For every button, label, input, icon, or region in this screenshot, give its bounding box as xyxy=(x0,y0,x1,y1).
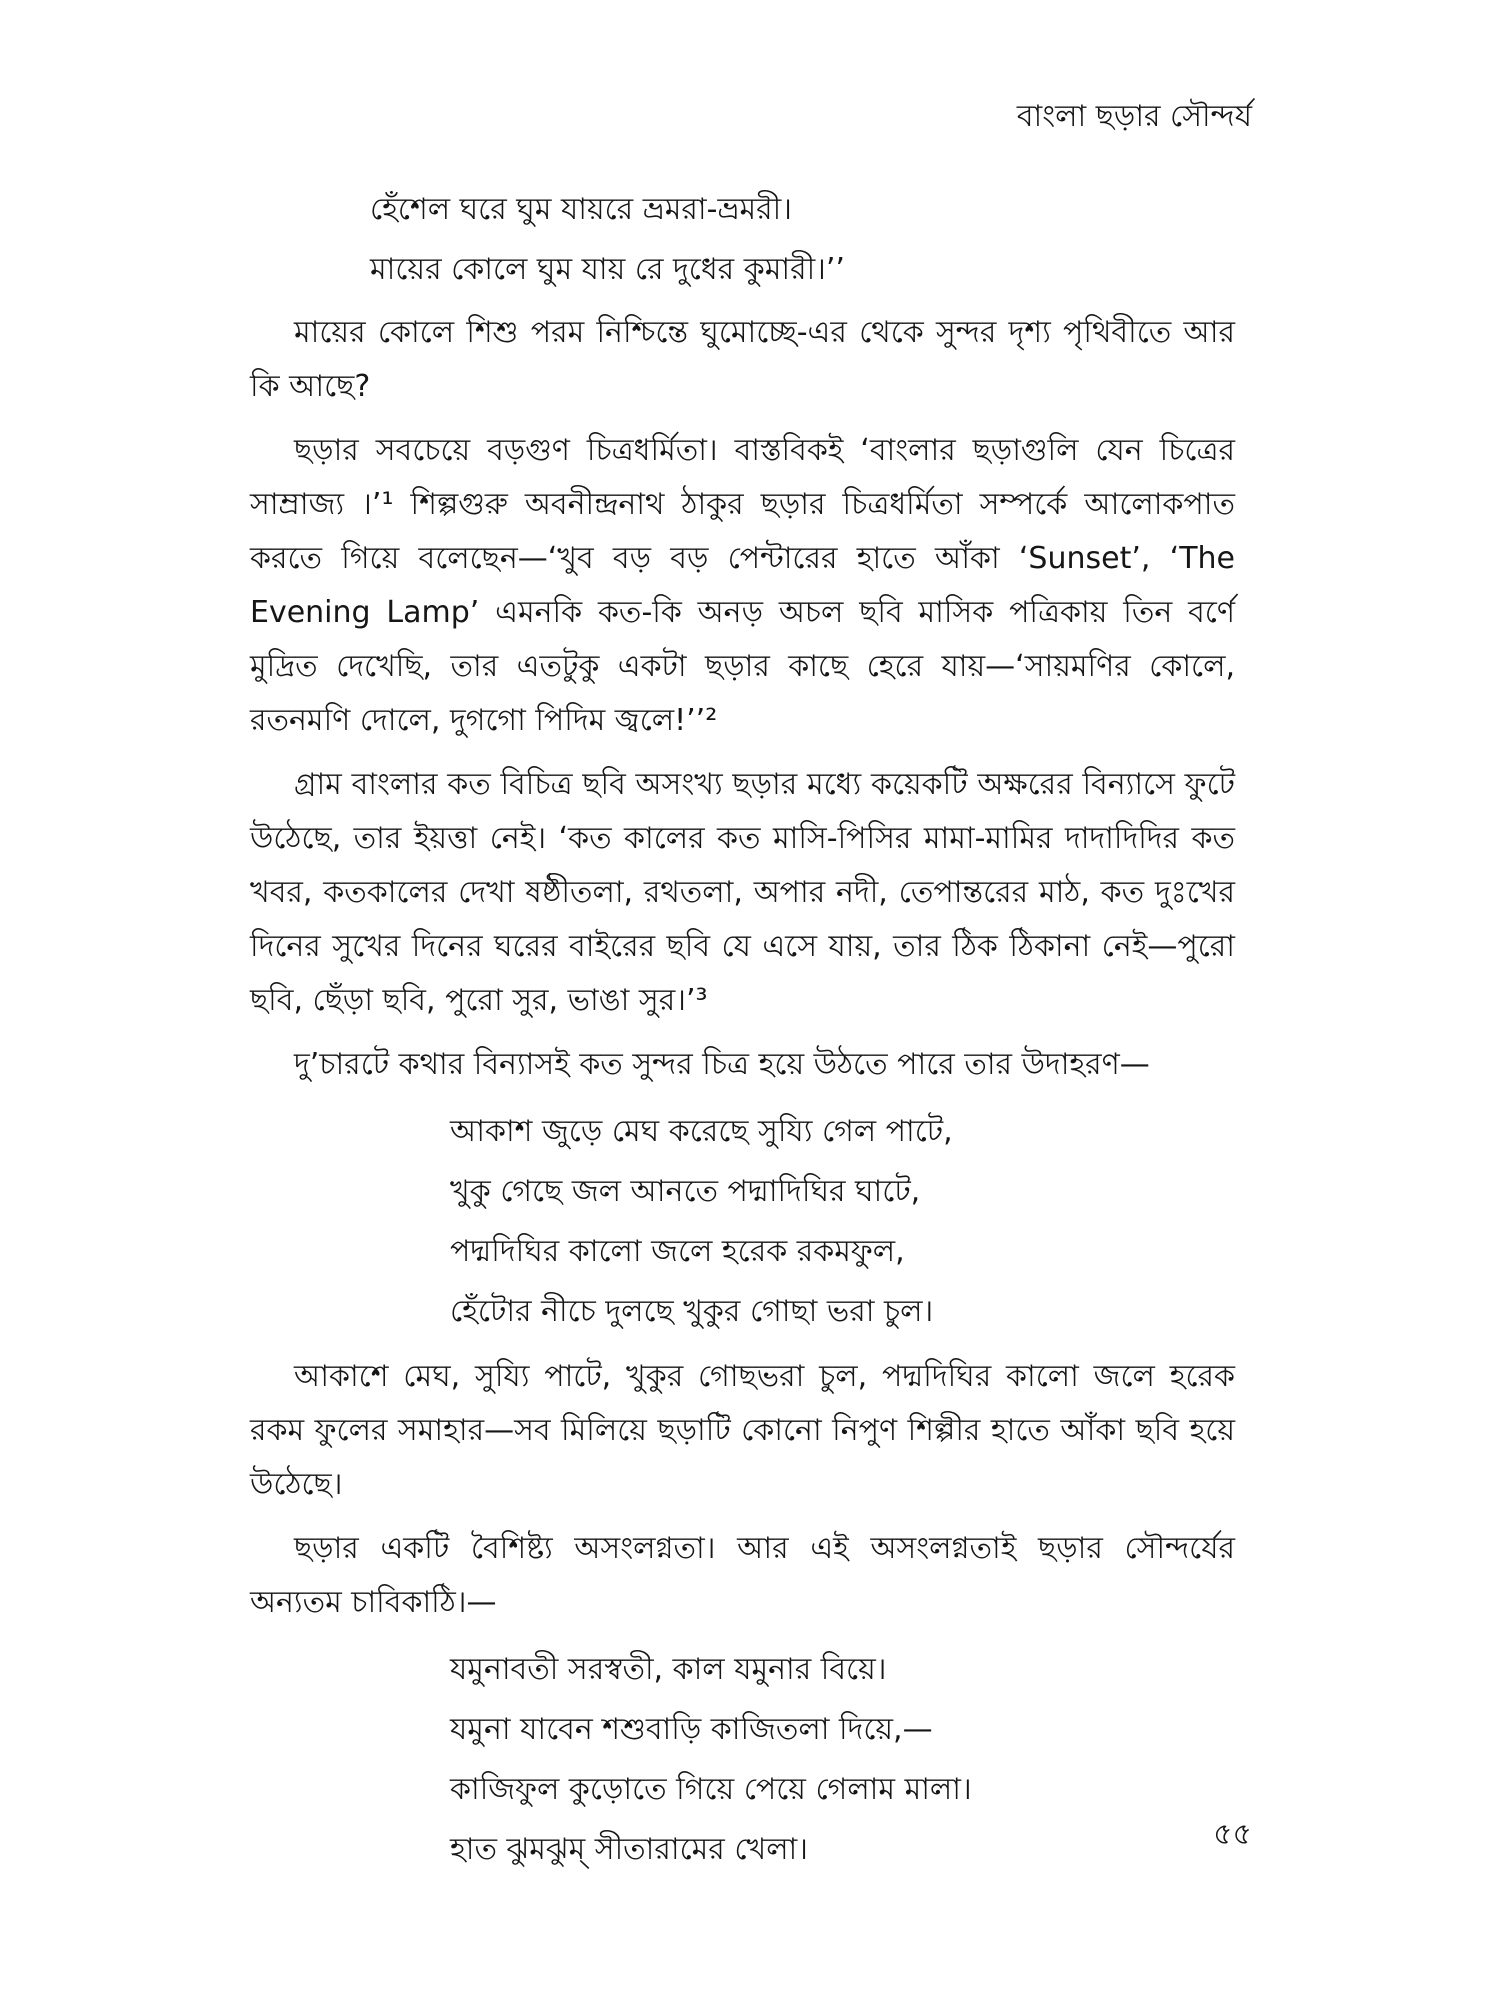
paragraph: আকাশে মেঘ, সুয্যি পাটে, খুকুর গোছভরা চুল, পদ্মদিঘির কালো জলে হরেক রকম ফুলের সমাহার—সব মিলিয়ে ছড়াটি কোনো নিপুণ শিল্পীর হাতে আঁকা ছবি হয়ে উঠেছে। xyxy=(250,1359,1235,1502)
page-body xyxy=(250,180,1235,1880)
paragraph: ছড়ার একটি বৈশিষ্ট্য অসংলগ্নতা। আর এই অসংলগ্নতাই ছড়ার সৌন্দর্যের অন্যতম চাবিকাঠি।— xyxy=(250,1531,1235,1620)
verse-block xyxy=(250,1102,1235,1342)
verse-line: হেঁটোর নীচে দুলছে খুকুর গোছা ভরা চুল। xyxy=(450,1294,934,1329)
verse-line: কাজিফুল কুড়োতে গিয়ে পেয়ে গেলাম মালা। xyxy=(450,1772,972,1807)
verse-line: আকাশ জুড়ে মেঘ করেছে সুয্যি গেল পাটে, xyxy=(450,1114,953,1149)
verse-line: যমুনাবতী সরস্বতী, কাল যমুনার বিয়ে। xyxy=(450,1652,887,1687)
verse-line: যমুনা যাবেন শশুবাড়ি কাজিতলা দিয়ে,— xyxy=(450,1712,933,1747)
paragraph: ছড়ার সবচেয়ে বড়গুণ চিত্রধর্মিতা। বাস্তবিকই ‘বাংলার ছড়াগুলি যেন চিত্রের সাম্রাজ্য ।’¹ শিল্পগুরু অবনীন্দ্রনাথ ঠাকুর ছড়ার চিত্রধর্মিতা সম্পর্কে আলোকপাত করতে গিয়ে বলেছেন—‘খুব বড় বড় পেন্টারের হাতে আঁকা ‘Sunset’, ‘The Evening Lamp’ এমনকি কত-কি অনড় অচল ছবি মাসিক পত্রিকায় তিন বর্ণে মুদ্রিত দেখেছি, তার এতটুকু একটা ছড়ার কাছে হেরে যায়—‘সায়মণির কোলে, রতনমণি দোলে, দুগগো পিদিম জ্বলে!’’² xyxy=(250,433,1235,738)
paragraph: মায়ের কোলে শিশু পরম নিশ্চিন্তে ঘুমোচ্ছে-এর থেকে সুন্দর দৃশ্য পৃথিবীতে আর কি আছে? xyxy=(250,315,1235,404)
verse-line: হাত ঝুমঝুম্ সীতারামের খেলা। xyxy=(450,1832,808,1867)
verse-line: খুকু গেছে জল আনতে পদ্মাদিঘির ঘাটে, xyxy=(450,1174,921,1209)
verse-block xyxy=(250,1640,1235,1880)
page-number: ৫৫ xyxy=(1213,1817,1252,1852)
paragraph: গ্রাম বাংলার কত বিচিত্র ছবি অসংখ্য ছড়ার মধ্যে কয়েকটি অক্ষরের বিন্যাসে ফুটে উঠেছে, তার ইয়ত্তা নেই। ‘কত কালের কত মাসি-পিসির মামা-মামির দাদাদিদির কত খবর, কতকালের দেখা ষষ্ঠীতলা, রথতলা, অপার নদী, তেপান্তরের মাঠ, কত দুঃখের দিনের সুখের দিনের ঘরের বাইরের ছবি যে এসে যায়, তার ঠিক ঠিকানা নেই—পুরো ছবি, ছেঁড়া ছবি, পুরো সুর, ভাঙা সুর।’³ xyxy=(250,767,1235,1018)
verse-line: পদ্মদিঘির কালো জলে হরেক রকমফুল, xyxy=(450,1234,905,1269)
verse-line: হেঁশেল ঘরে ঘুম যায়রে ভ্রমরা-ভ্রমরী। xyxy=(370,192,792,227)
running-header: বাংলা ছড়ার সৌন্দর্য xyxy=(1016,99,1252,134)
verse-line: মায়ের কোলে ঘুম যায় রে দুধের কুমারী।’’ xyxy=(370,252,845,287)
paragraph: দু’চারটে কথার বিন্যাসই কত সুন্দর চিত্র হয়ে উঠতে পারে তার উদাহরণ— xyxy=(294,1047,1150,1082)
verse-block xyxy=(250,180,1235,300)
